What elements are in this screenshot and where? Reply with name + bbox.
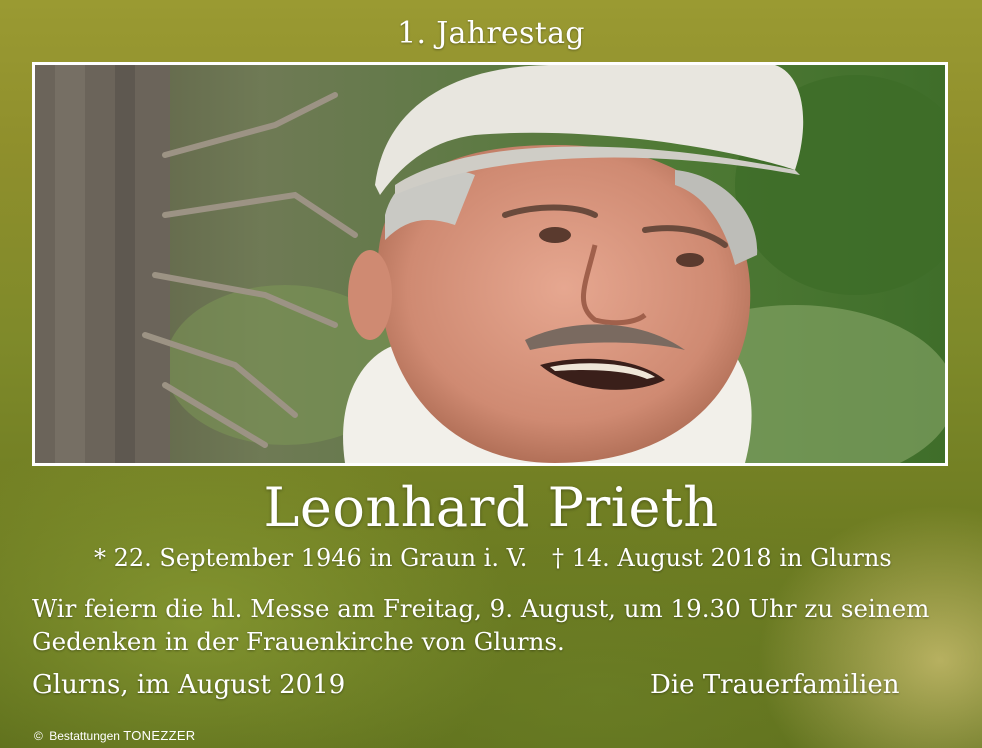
copyright-notice [34,728,195,743]
portrait-photo [32,62,948,466]
copyright-brand: TONEZZER [123,728,196,743]
copyright-label: Bestattungen [49,729,120,743]
deceased-name: Leonhard Prieth [263,476,719,539]
message-line-1: Wir feiern die hl. Messe am Freitag, 9. August, um 19.30 Uhr zu seinem [32,594,930,623]
birth-date: * 22. September 1946 in Graun i. V. [94,544,528,572]
death-date: † 14. August 2018 in Glurns [552,544,892,572]
anniversary-heading: 1. Jahrestag [397,16,585,51]
message-line-2: Gedenken in der Frauenkirche von Glurns. [32,627,565,656]
signature: Die Trauerfamilien [650,670,900,700]
memorial-mass-message [32,592,932,658]
place-and-date: Glurns, im August 2019 [32,670,346,700]
copyright-icon: © [34,729,43,743]
